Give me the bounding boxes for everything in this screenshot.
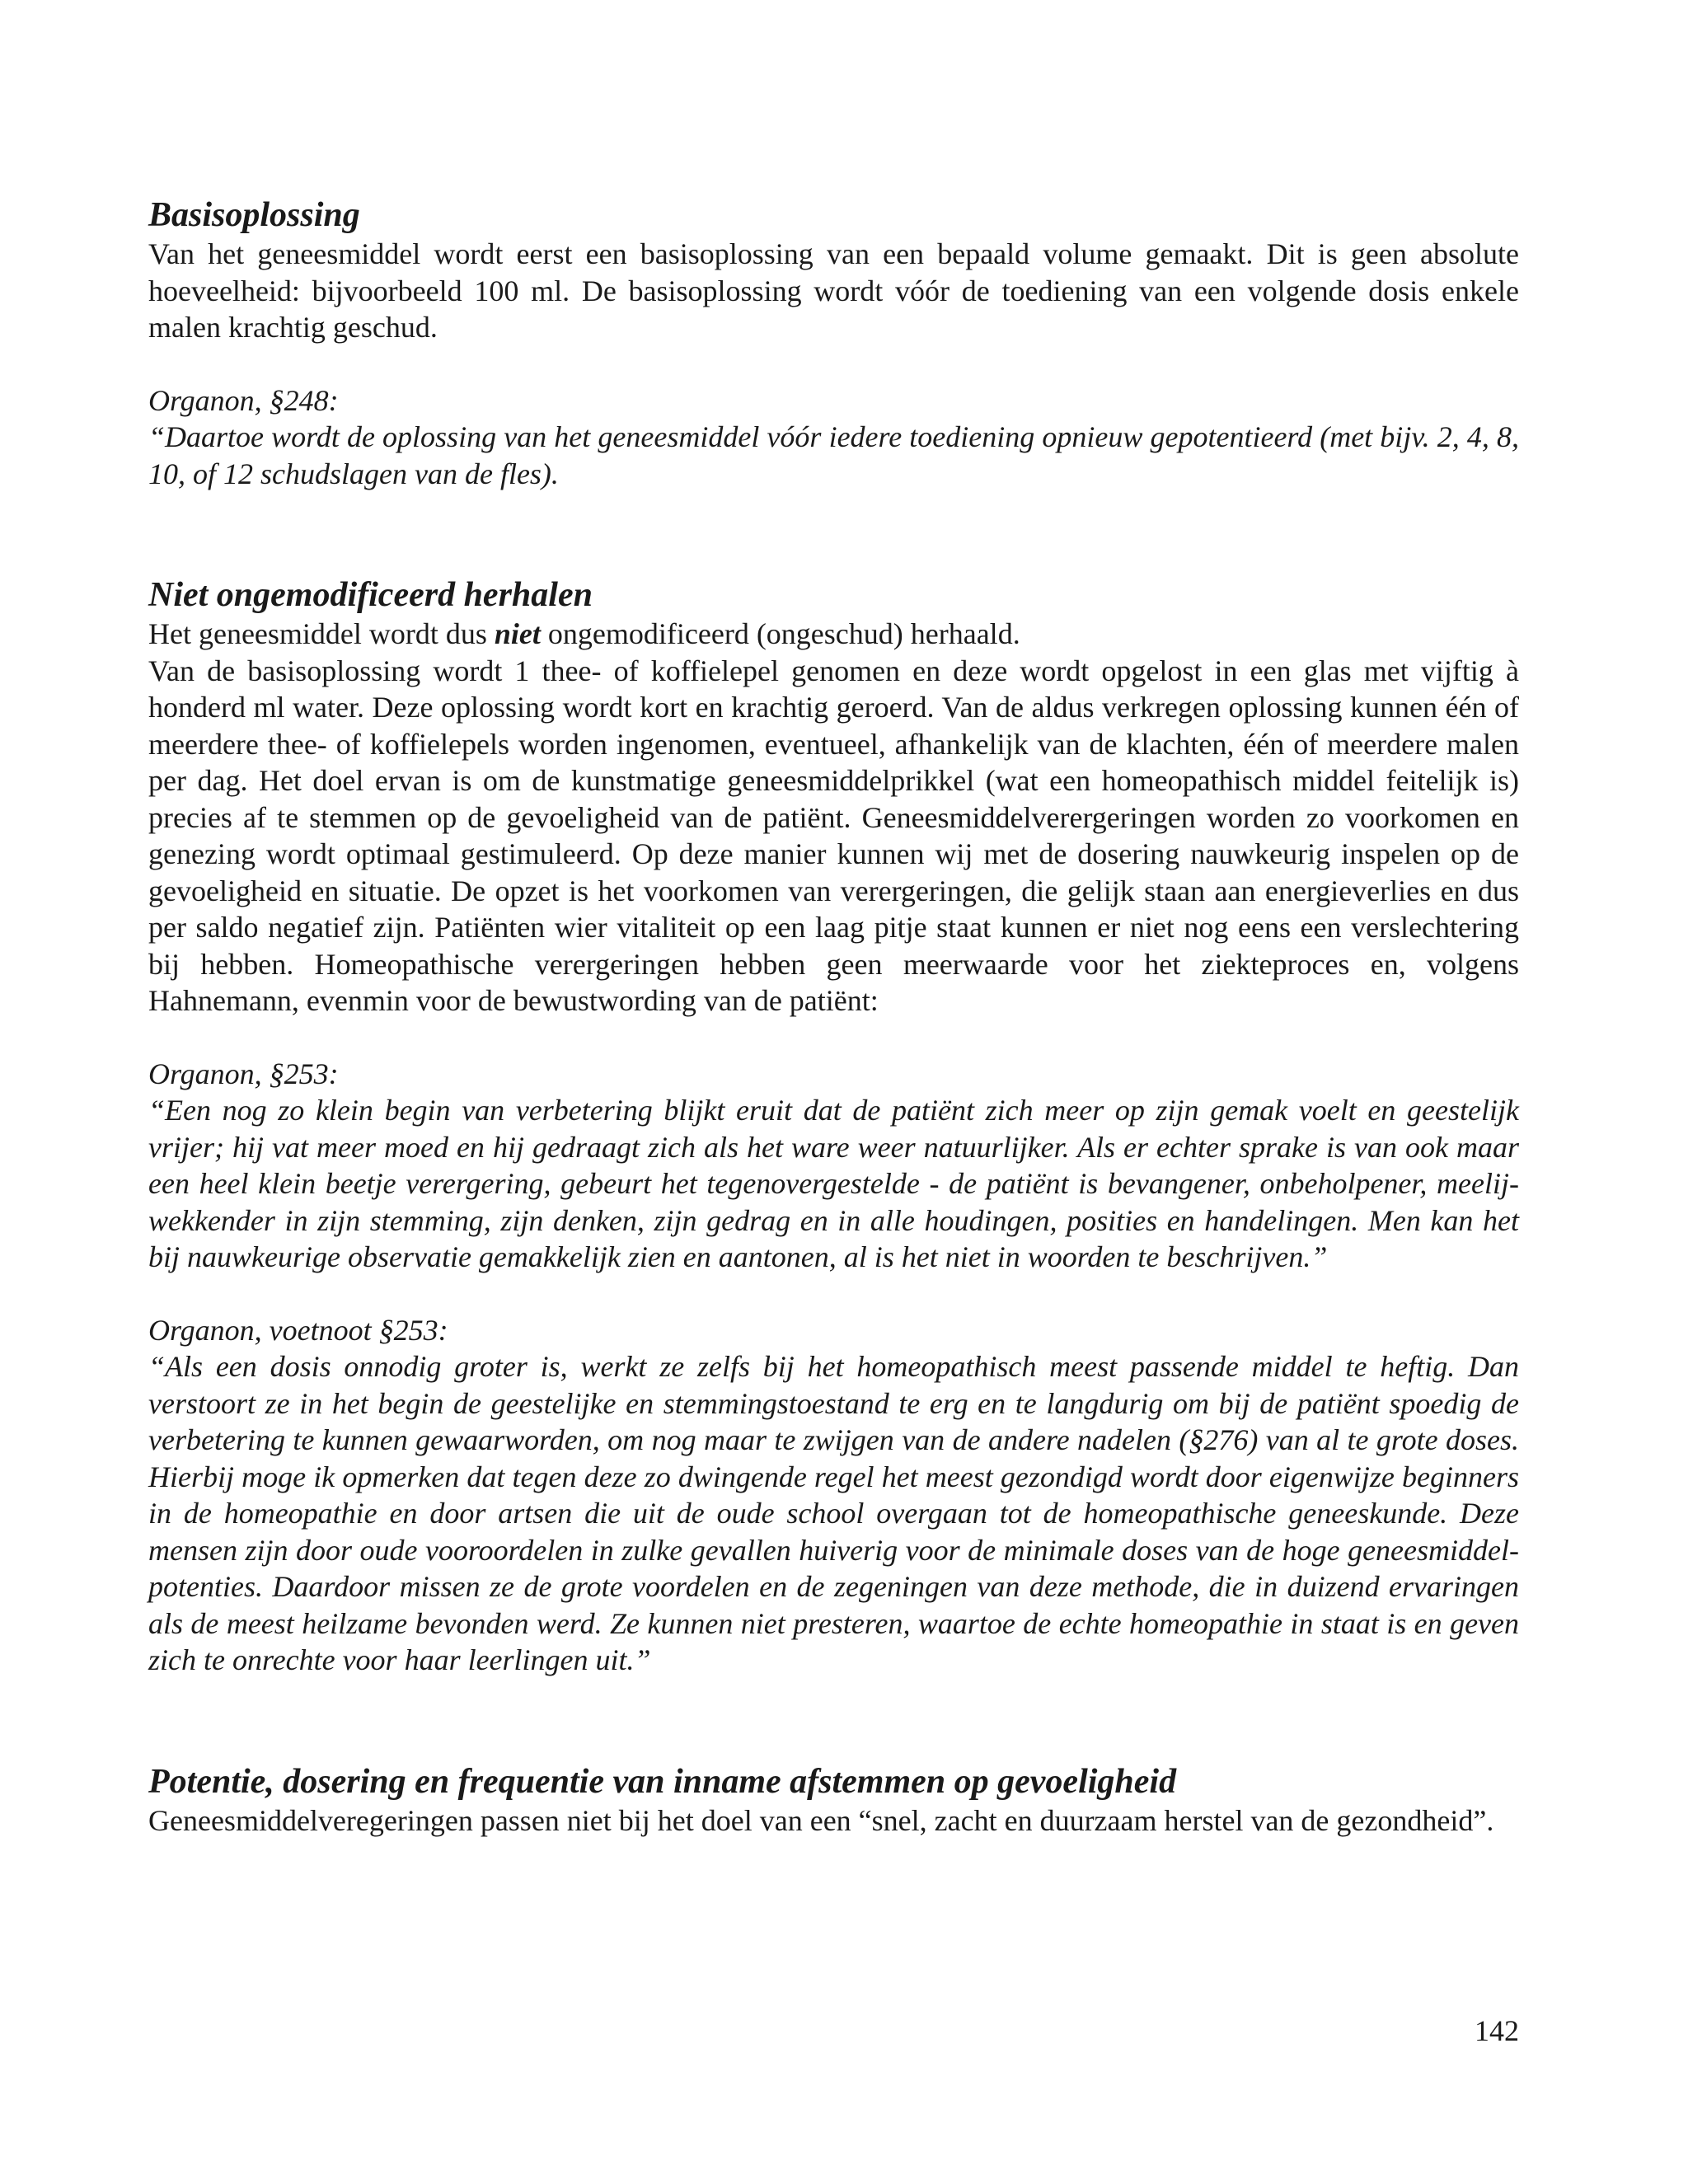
paragraph-niet-herhaald (148, 616, 1519, 653)
section-heading-niet-ongemodificeerd: Niet ongemodificeerd herhalen (148, 576, 593, 614)
paragraph-potentie-dosering: Geneesmiddelveregeringen passen niet bij het doel van een “snel, zacht en duurzaam herstel van de gezondheid”. (148, 1803, 1494, 1837)
quote-text-248: “Daartoe wordt de oplossing van het geneesmiddel vóór iedere toediening opnieuw gepotentieerd (met bijv. 2, 4, 8, 10, of 12 schudslagen van de fles). (148, 420, 1519, 490)
page-content (148, 194, 1519, 1839)
quote-text-footnote-253: “Als een dosis onnodig groter is, werkt ze zelfs bij het homeopathisch meest passende middel te heftig. Dan verstoort ze in het begin de geestelijke en stemmingstoestand te erg en te langdurig om bij de patiënt spoedig de verbetering te kunnen gewaarworden, om nog maar te zwijgen van de andere nadelen (§276) van al te grote doses. Hierbij moge ik opmerken dat tegen deze zo dwingende regel het meest gezondigd wordt door eigenwijze beginners in de homeopathie en door artsen die uit de oude school overgaan tot de homeopathische geneeskunde. Deze mensen zijn door oude vooroordelen in zulke gevallen huiverig voor de minimale doses van de hoge geneesmiddel-potenties. Daardoor missen ze de grote voordelen en de zegeningen van deze methode, die in duizend ervaringen als de meest heilzame bevonden werd. Ze kunnen niet presteren, waartoe de echte homeopathie in staat is en geven zich te onrechte voor haar leerlingen uit.” (148, 1350, 1519, 1676)
quote-text-253: “Een nog zo klein begin van verbetering blijkt eruit dat de patiënt zich meer op zijn gemak voelt en geestelijk vrijer; hij vat meer moed en hij gedraagt zich als het ware weer natuurlijker. Als er echter sprake is van ook maar een heel klein beetje verergering, gebeurt het tegenovergestelde - de patiënt is bevangener, onbeholpener, meelij-wekkender in zijn stemming, zijn denken, zijn gedrag en in alle houdingen, posities en handelingen. Men kan het bij nauwkeurige observatie gemakkelijk zien en aantonen, al is het niet in woorden te beschrijven.” (148, 1094, 1519, 1273)
quote-source-248: Organon, §248: (148, 383, 339, 417)
paragraph-text: ongemodificeerd (ongeschud) herhaald. (540, 617, 1020, 650)
page-number: 142 (1475, 2014, 1519, 2047)
section-heading-basisoplossing: Basisoplossing (148, 196, 360, 234)
paragraph-basisoplossing-gebruik: Van de basisoplossing wordt 1 thee- of koffielepel genomen en deze wordt opgelost in een glas met vijftig à honderd ml water. Deze oplossing wordt kort en krachtig geroerd. Van de aldus verkregen oplossing kunnen één of meerdere thee- of koffielepels worden ingenomen, eventueel, afhankelijk van de klachten, één of meerdere malen per dag. Het doel ervan is om de kunstmatige geneesmiddelprikkel (wat een homeopathisch middel feitelijk is) precies af te stemmen op de gevoeligheid van de patiënt. Geneesmiddelverergeringen worden zo voorkomen en genezing wordt optimaal gestimuleerd. Op deze manier kunnen wij met de dosering nauwkeurig inspelen op de gevoeligheid en situatie. De opzet is het voorkomen van verergeringen, die gelijk staan aan energieverlies en dus per saldo negatief zijn. Patiënten wier vitaliteit op een laag pitje staat kunnen er niet nog eens een verslechtering bij hebben. Homeopathische verergeringen hebben geen meerwaarde voor het ziekteproces en, volgens Hahnemann, evenmin voor de bewustwording van de patiënt: (148, 654, 1519, 1017)
paragraph-text: Het geneesmiddel wordt dus (148, 617, 495, 650)
paragraph-basisoplossing: Van het geneesmiddel wordt eerst een basisoplossing van een bepaald volume gemaakt. Dit is geen absolute hoeveelheid: bijvoorbeeld 100 ml. De basisoplossing wordt vóór de toediening van een volgende dosis enkele malen krachtig geschud. (148, 237, 1519, 344)
section-heading-potentie-dosering: Potentie, dosering en frequentie van inname afstemmen op gevoeligheid (148, 1762, 1177, 1801)
quote-source-footnote-253: Organon, voetnoot §253: (148, 1313, 448, 1347)
quote-source-253: Organon, §253: (148, 1057, 339, 1090)
emphasis-niet: niet (494, 617, 541, 650)
